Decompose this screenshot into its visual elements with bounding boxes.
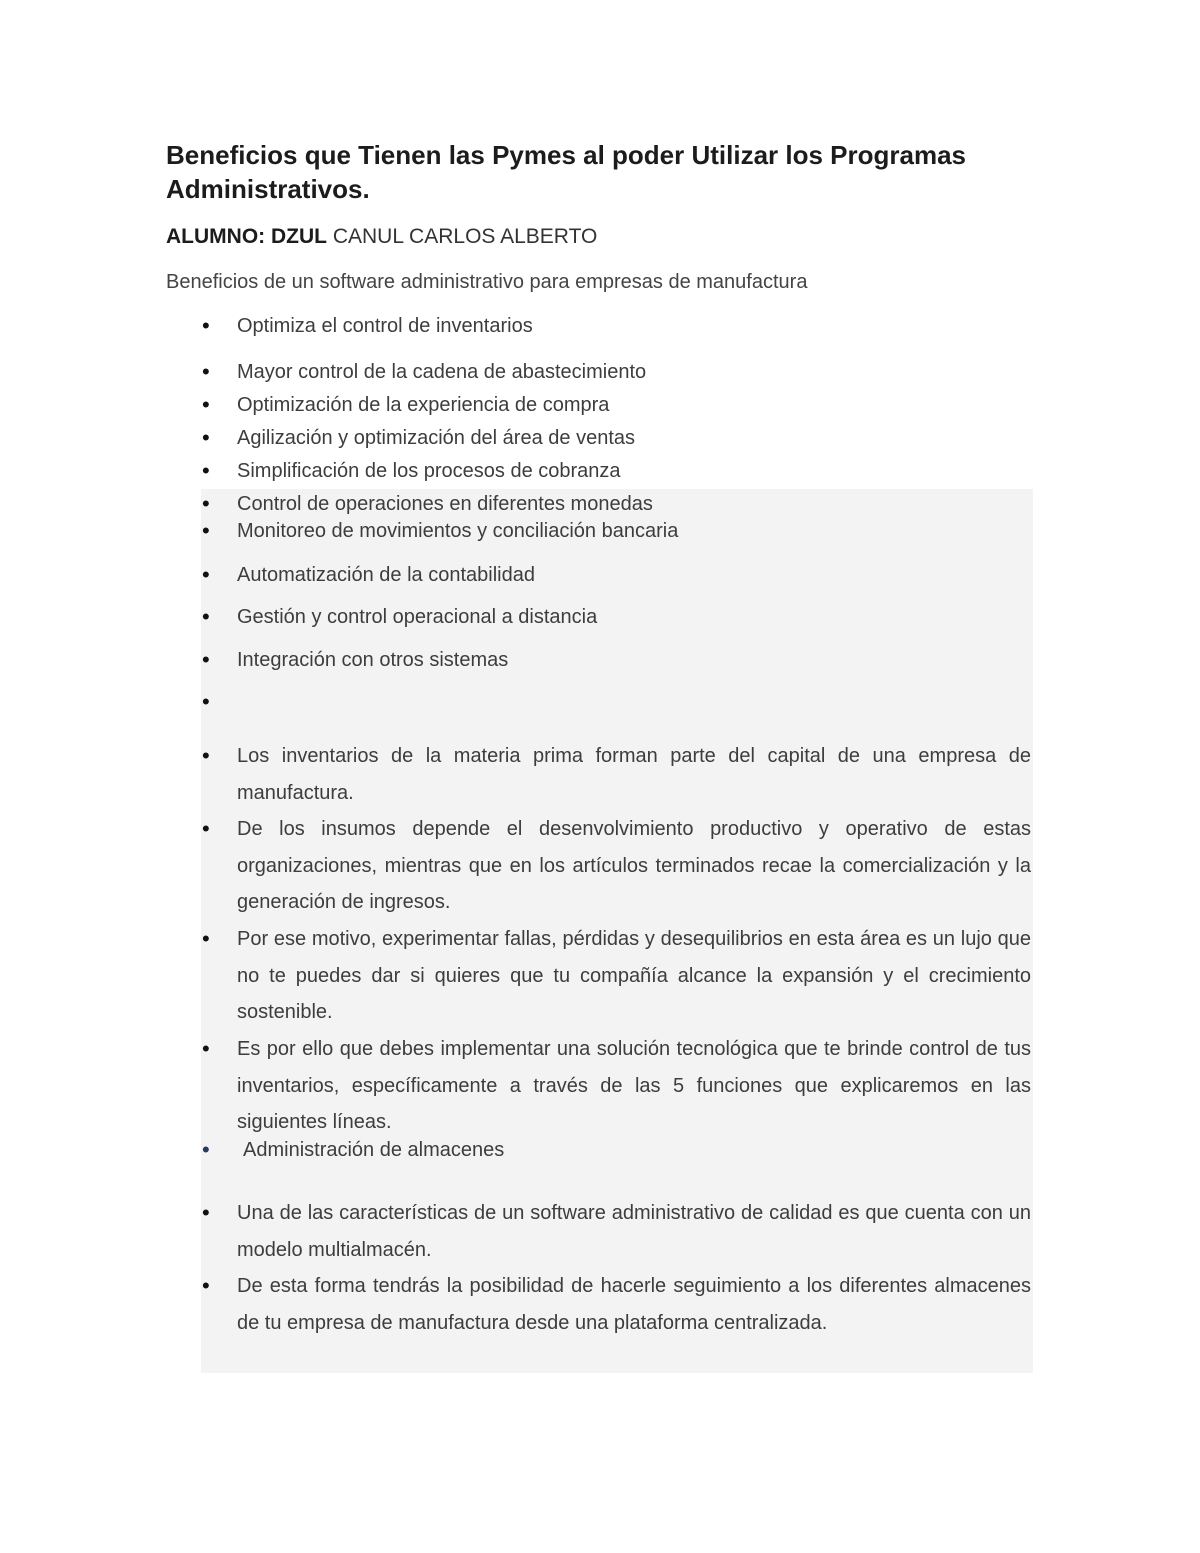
list-item: • Los inventarios de la materia prima forman parte del capital de una empresa de manufactura. — [237, 738, 1031, 811]
bullet-icon: • — [202, 1036, 210, 1061]
bullet-icon: • — [202, 313, 210, 338]
bullet-icon: • — [202, 425, 210, 450]
bullet-icon: • — [202, 743, 210, 768]
bullet-icon: • — [202, 926, 210, 951]
student-line — [166, 222, 597, 252]
list-item: • De los insumos depende el desenvolvimiento productivo y operativo de estas organizaciones, mientras que en los artículos terminados recae la comercialización y la generación de ingresos. — [237, 811, 1031, 921]
list-item: • Por ese motivo, experimentar fallas, pérdidas y desequilibrios en esta área es un lujo que no te puedes dar si quieres que tu compañía alcance la expansión y el crecimiento sostenible. — [237, 921, 1031, 1031]
list-item: • Optimiza el control de inventarios — [237, 311, 1031, 341]
bullet-icon: • — [202, 518, 210, 543]
list-item: • De esta forma tendrás la posibilidad de hacerle seguimiento a los diferentes almacenes de tu empresa de manufactura desde una plataforma centralizada. — [237, 1268, 1031, 1341]
list-item: • Mayor control de la cadena de abastecimiento — [237, 357, 1031, 387]
bullet-icon: • — [202, 689, 210, 714]
list-item-heading: • Administración de almacenes — [243, 1135, 1037, 1165]
list-item: • Integración con otros sistemas — [237, 645, 1031, 675]
list-item: • Simplificación de los procesos de cobranza — [237, 456, 1031, 486]
bullet-icon: • — [202, 647, 210, 672]
bullet-icon: • — [202, 562, 210, 587]
list-item: • Es por ello que debes implementar una solución tecnológica que te brinde control de tus inventarios, específicamente a través de las 5 funciones que explicaremos en las siguientes líneas. — [237, 1031, 1031, 1141]
list-item: • Automatización de la contabilidad — [237, 560, 1031, 590]
bullet-icon: • — [202, 1200, 210, 1225]
list-item: • Una de las características de un software administrativo de calidad es que cuenta con un modelo multialmacén. — [237, 1195, 1031, 1268]
bullet-icon: • — [202, 491, 210, 516]
bullet-icon: • — [202, 816, 210, 841]
student-name: CANUL CARLOS ALBERTO — [332, 225, 598, 248]
document-title: Beneficios que Tienen las Pymes al poder Utilizar los Programas Administrativos. — [166, 140, 967, 204]
bullet-icon: • — [202, 1137, 210, 1162]
list-item: • Gestión y control operacional a distancia — [237, 602, 1031, 632]
list-item: • Agilización y optimización del área de ventas — [237, 423, 1031, 453]
bullet-icon: • — [202, 1273, 210, 1298]
bullet-icon: • — [202, 604, 210, 629]
bullet-icon: • — [202, 359, 210, 384]
bullet-icon: • — [202, 392, 210, 417]
list-item: • Control de operaciones en diferentes monedas — [237, 489, 1031, 519]
document-subtitle: Beneficios de un software administrativo para empresas de manufactura — [166, 271, 808, 293]
list-item: • Monitoreo de movimientos y conciliación bancaria — [237, 516, 1031, 546]
student-label: ALUMNO: DZUL — [166, 225, 327, 248]
list-item: • Optimización de la experiencia de compra — [237, 390, 1031, 420]
bullet-icon: • — [202, 458, 210, 483]
